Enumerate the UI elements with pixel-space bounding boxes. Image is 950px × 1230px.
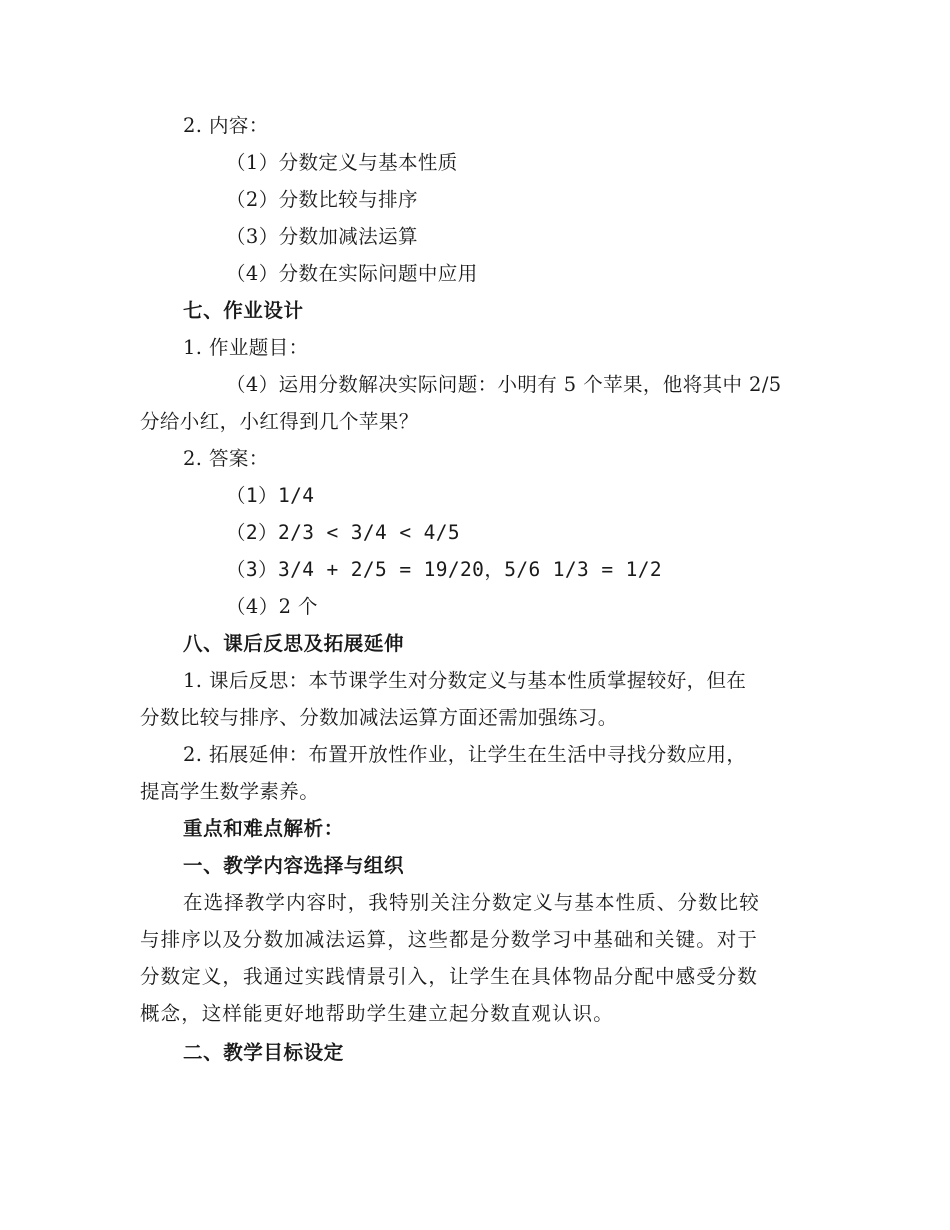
analysis-para-line4: 概念，这样能更好地帮助学生建立起分数直观认识。 bbox=[140, 1002, 614, 1025]
content-subitem-3: （3）分数加减法运算 bbox=[226, 225, 418, 248]
answers-label: 2. 答案： bbox=[183, 447, 269, 470]
answer-3: （3）3/4 + 2/5 = 19/20，5/6 1/3 = 1/2 bbox=[226, 558, 663, 581]
answer-2: （2）2/3 < 3/4 < 4/5 bbox=[226, 521, 461, 544]
content-subitem-1: （1）分数定义与基本性质 bbox=[226, 151, 458, 174]
content-subitem-2: （2）分数比较与排序 bbox=[226, 188, 418, 211]
answer-4: （4）2 个 bbox=[226, 595, 318, 618]
analysis-heading: 重点和难点解析： bbox=[183, 817, 344, 840]
reflection-para-line2: 分数比较与排序、分数加减法运算方面还需加强练习。 bbox=[140, 706, 618, 729]
extension-para-line2: 提高学生数学素养。 bbox=[140, 780, 320, 803]
homework-question-4-line1: （4）运用分数解决实际问题：小明有 5 个苹果，他将其中 2/5 bbox=[226, 373, 782, 396]
analysis-para-line2: 与排序以及分数加减法运算，这些都是分数学习中基础和关键。对于 bbox=[140, 928, 759, 951]
analysis-para-line3: 分数定义，我通过实践情景引入，让学生在具体物品分配中感受分数 bbox=[140, 965, 759, 988]
homework-questions-label: 1. 作业题目： bbox=[183, 336, 309, 359]
content-item-label: 2. 内容： bbox=[183, 114, 269, 137]
analysis-subheading-2: 二、教学目标设定 bbox=[183, 1041, 344, 1064]
extension-para-line1: 2. 拓展延伸：布置开放性作业，让学生在生活中寻找分数应用， bbox=[183, 743, 747, 766]
reflection-para-line1: 1. 课后反思：本节课学生对分数定义与基本性质掌握较好，但在 bbox=[183, 669, 747, 692]
homework-question-4-line2: 分给小红，小红得到几个苹果？ bbox=[140, 410, 419, 433]
analysis-para-line1: 在选择教学内容时，我特别关注分数定义与基本性质、分数比较 bbox=[183, 891, 760, 914]
analysis-subheading-1: 一、教学内容选择与组织 bbox=[183, 854, 405, 877]
section-heading-homework: 七、作业设计 bbox=[183, 299, 304, 322]
section-heading-reflection: 八、课后反思及拓展延伸 bbox=[183, 632, 405, 655]
content-subitem-4: （4）分数在实际问题中应用 bbox=[226, 262, 478, 285]
answer-1: （1）1/4 bbox=[226, 484, 315, 507]
